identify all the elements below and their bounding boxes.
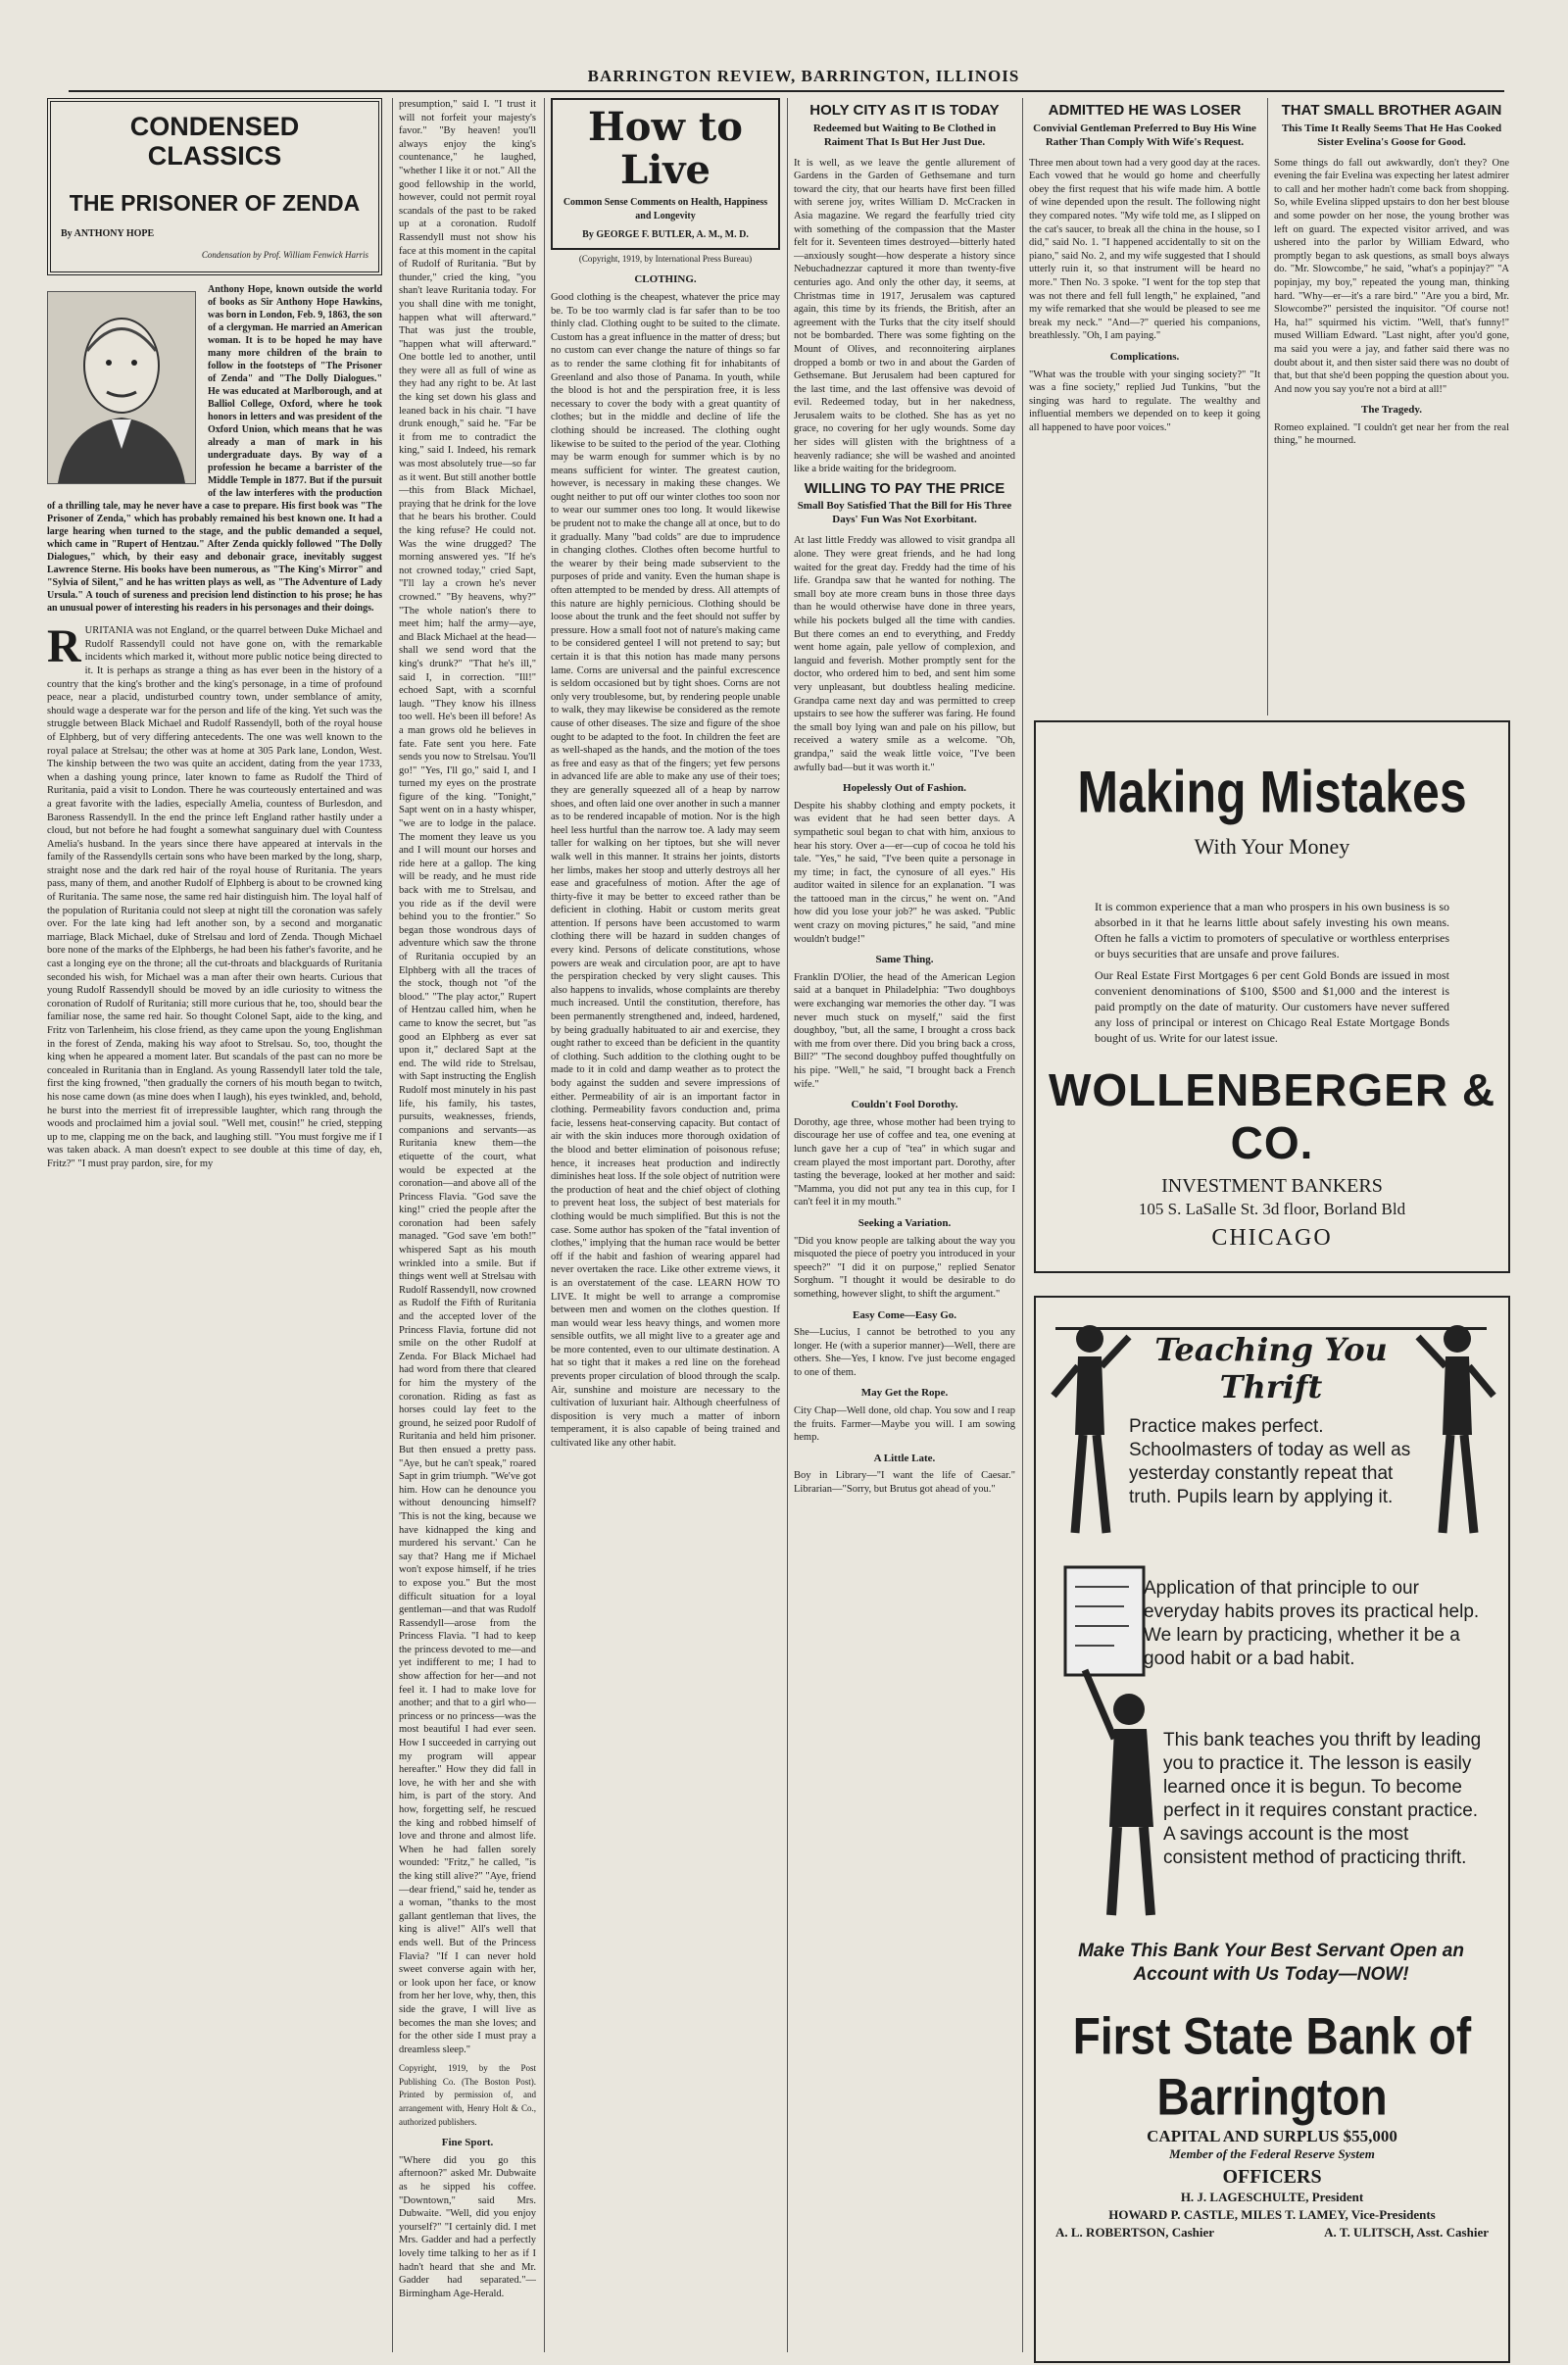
variation-body: "Did you know people are talking about the way you misquoted the piece of poetry you introduced in your speech?" "I did it on purpose," replied Senator Sorghum. "I thought it would be desirable to do something, however slight, to shift the argument." bbox=[794, 1235, 1015, 1300]
complications-title: Complications. bbox=[1109, 350, 1180, 363]
willing-body: At last little Freddy was allowed to visit grandpa all alone. They were great friends, and he had long waited for the great day. Freddy had the time of his life. Grandpa saw that he wanted for nothing. The small boy ate more cream buns in those three days than he would otherwise have done in three years, while his pockets bulged all the time with candies. But there comes an end to everything, and Freddy went home again, pale yellow of complexion, and languid and feverish. Mother promptly sent for the doctor, who ordered him to bed, and sent him some very unpleasant, but doubtless healing medicine. Grandpa came next day and was permitted to creep upstairs to see how the sufferer was faring. He found the small boy lying wan and pale on his pillow, but received a watery smile as a welcome. "Oh, grandpa," said the weak little voice, "I've been awfully bad—but it was worth it." bbox=[794, 535, 1015, 773]
ad-making-p2: Our Real Estate First Mortgages 6 per cent Gold Bonds are issued in most convenient denominations of $100, $500 and $1,000 and the interest is paid promptly on the date of maturity. Our customers have never suffered any loss of principal or interest on Chicago Real Estate Mortgage Bonds bought of us. Write for our latest issue. bbox=[1095, 968, 1449, 1045]
bank-member: Member of the Federal Reserve System bbox=[1169, 2146, 1375, 2161]
masthead: BARRINGTON REVIEW, BARRINGTON, ILLINOIS bbox=[587, 67, 1020, 85]
how-to-subtitle: Common Sense Comments on Health, Happiness and Longevity bbox=[563, 197, 768, 222]
story-text: URITANIA was not England, or the quarrel between Duke Michael and Rudolf Rassendyll could not have gone on, with the remarkable incidents which marked it, without more public notice being directed to it. It is perhaps as strange a thing as has ever been in the history of a country that the king's brother and the king's personage, in a time of profound peace, near a placid, undisturbed country town, under semblance of amity, should wage a desperate war for the person and life of the king. Yet such was the struggle between Black Michael and Rudolf Rassendyll, both of the royal house of Elphberg, but of very differing antecedents. The one was well known to the royal palace at Strelsau; the other was at home at 305 Park lane, London, West. The kinship between the two was quite an accident, dating from the year 1733, when a dashing young prince, later known to fame as Rudolf the Third of Ruritania, paid a visit to London. There he was courteously entertained and was a great favorite with the ladies, especially Amelia, countess of Burlesdon, and Baroness Rassendyll. In the end the prince left England rather hastily under a cloud, but not before he had fought a somewhat sanguinary duel with Countess Amelia's husband. In the years since there have appeared at intervals in the family of the Rassendylls certain sons who have been marked by the long, sharp, straight nose and the dark red hair of the royal house of Ruritania. The years pass, many of them, and another Rudolf of Elphberg is about to be crowned king of Ruritania. The same nose, the same red hair distinguish him. The loyal half of the population of Ruritania could not sleep at night till the coronation was safely over. For the late king had left another son, by a second and morganatic marriage, Black Michael, duke of Strelsau and lord of Zenda. Though Michael bore none of the marks of the Elphbergs, he had been his father's favorite, and he cast a longing eye on the throne; all the cut-throats and blackguards of Ruritania seconded his wish, for Michael was a man after their own hearts. Curious that young Rudolf Rassendyll should be moved by an idle curiosity to witness the coronation of Rudolf of Ruritania; still more curious that he, too, should bear the familiar nose, the same red hair. So thought Colonel Sapt, aide to the king, and Fritz von Tarlenheim, his close friend, as they came upon the young Englishman in the forest of Zenda, making his way afoot to Strelsau. So, too, thought the king when he appeared a moment later. But scandals of the past can no more be concealed in Ruritania than in England. As young Rassendyll later told the tale, first the king frowned, "then gradually the corners of his mouth began to twitch, his nose came down (as mine does when I laugh), his eyes twinkled, and, behold, he burst into the merriest fit of irrepressible laughter, which rang through the woods and proclaimed him a jovial soul. "Well met, cousin!" he cried, stepping up to me, clapping me on the back, and laughing still. "You must forgive me if I was taken aback. A man doesn't expect to see double at this time of day, eh, Fritz?" "I must pray pardon, sire, for my bbox=[47, 625, 382, 1169]
easy-come-title: Easy Come—Easy Go. bbox=[852, 1308, 957, 1321]
masthead-rule bbox=[69, 90, 1504, 92]
fine-sport-title: Fine Sport. bbox=[441, 2137, 494, 2149]
fashion-title: Hopelessly Out of Fashion. bbox=[843, 782, 966, 795]
holy-city-headline: HOLY CITY AS IT IS TODAY bbox=[809, 102, 1000, 119]
tragedy-body: Romeo explained. "I couldn't get near her from the real thing," he mourned. bbox=[1274, 421, 1509, 447]
column-rule bbox=[544, 98, 545, 2352]
story-body bbox=[47, 620, 382, 1170]
how-to-byline: By GEORGE F. BUTLER, A. M., M. D. bbox=[582, 229, 749, 241]
ad-first-state-bank bbox=[1034, 1296, 1510, 2363]
live-title: Live bbox=[619, 147, 710, 193]
officer-president: H. J. LAGESCHULTE, President bbox=[1180, 2190, 1364, 2204]
officer-asst-cashier: A. T. ULITSCH, Asst. Cashier bbox=[1324, 2225, 1489, 2240]
ad-making-subtitle: With Your Money bbox=[1194, 834, 1350, 859]
ad-wollenberger-address: 105 S. LaSalle St. 3d floor, Borland Bld bbox=[1138, 1200, 1406, 1218]
author-bio bbox=[47, 283, 382, 615]
fashion-body: Despite his shabby clothing and empty pockets, it was evident that he had seen better days. A sympathetic soul began to chat with him, anxious to hear his story. Over a—er—cup of cocoa he told his tale. "Yes," he said, "I've been quite a personage in my time; in fact, the cynosure of all eyes." His auditor waited in silence for an explanation. "I was the tattooed man in the circus," he went on. "And how did you lose your job?" he was asked. "Public went crazy on moving pictures," he said, "and mine wouldn't budge!" bbox=[794, 800, 1015, 945]
dorothy-title: Couldn't Fool Dorothy. bbox=[851, 1099, 958, 1111]
willing-subhead: Small Boy Satisfied That the Bill for His Three Days' Fun Was Not Exorbitant. bbox=[797, 500, 1012, 526]
rope-body: City Chap—Well done, old chap. You sow and I reap the fruits. Farmer—Maybe you will. I am sowing hemp. bbox=[794, 1405, 1015, 1444]
rope-title: May Get the Rope. bbox=[860, 1387, 949, 1400]
column-how-to-live bbox=[551, 98, 780, 2352]
fine-sport-text: "Where did you go this afternoon?" asked Mr. Dubwaite as he sipped his coffee. "Downtown," said Mrs. Dubwaite. "Well, did you enjoy yourself?" "I certainly did. I met Mrs. Gadder and had a perfectly lovely time talking to her as if I hadn't heard that she and Mr. Gadder had separated."—Birmingham Age-Herald. bbox=[399, 2154, 536, 2299]
column-rule bbox=[1022, 98, 1023, 2352]
ad-teaching-p3: This bank teaches you thrift by leading you to practice it. The lesson is easily learned once it is begun. To become perfect in it requires constant practice. A savings account is the most consistent method of practicing thrift. bbox=[1163, 1730, 1482, 1868]
holy-city-body: It is well, as we leave the gentle allurement of Gardens in the Garden of Gethsemane and turn toward the city, that our hearts have first been filled with serene joy, writes William D. McCracken in Asia magazine. We regard the fearfully tried city with something of the compassion that the Master felt for it. Seventeen times destroyed—bitterly hated—anxiously sought—how desperate a history since Nebuchadnezzar captured it more than twenty-five centuries ago. And only the other day, it seems, at Christmas time in 1917, Jerusalem was captured again, this time by its friends, the British, after an agreement with the Turks that the city itself should not be bombarded. There was some fighting on the Mount of Olives, and reconnoitering airplanes dropped a bomb or two in and about the Garden of Gethsemane. But Jerusalem had been captured for the last time, and the last offensive was devoid of evil. Redeemed today, but in her nakedness, Jerusalem waits to be clothed. She has as yet no grace, no covering for her ugly wounds. Some day her sides will glisten with the brightness of a heavenly radiance; she will be washed and anointed like a bride waiting for the bridegroom. bbox=[794, 157, 1015, 475]
ad-wollenberger-type: INVESTMENT BANKERS bbox=[1161, 1175, 1383, 1197]
byline: By ANTHONY HOPE bbox=[61, 228, 155, 239]
same-thing-title: Same Thing. bbox=[875, 954, 934, 966]
little-late-title: A Little Late. bbox=[873, 1452, 936, 1464]
brother-subhead: This Time It Really Seems That He Has Cooked Sister Evelina's Goose for Good. bbox=[1281, 122, 1502, 148]
how-to-body: Good clothing is the cheapest, whatever the price may be. To be too warmly clad is far safer than to be too thinly clad. Clothing ought to be suited to the climate. Custom has a great influence in the matter of dress; but no custom can ever change the nature of things so far as to render the same clothing fit for inhabitants of Greenland and also those of Panama. In youth, while the blood is hot and the perspiration free, it is less necessary to cover the body with a great quantity of clothes; but in the middle and decline of life the clothing should be increased. The clothing ought likewise to be suited to the period of the year. Clothing may be warm enough for summer which is by no means sufficient for winter. The greatest caution, however, is necessary in making these changes. We ought neither to put off our winter clothes too soon nor to wear our summer ones too long. It would likewise be prudent not to make the change all at once, but to do it gradually. Many "bad colds" are due to imprudence in changing clothes. Clothes often become hurtful to the wearer by their being made subservient to the purposes of pride and vanity. Even the human shape is often attempted to be mended by dress. All attempts of this nature are highly pernicious. Clothing should be loose about the trunk and the feet should not suffer by pressure. How a small foot not of nature's making came to be considered genteel I will not pretend to say; but certain it is that this notion has made many persons lame. Corns are universal and the painful excrescence is seldom occasioned but by tight shoes. Corns are not only very troublesome, but, by rendering people unable to walk, they may likewise be considered as the remote cause of other diseases. The size and figure of the shoe ought to be adapted to the foot. In children the feet are as well-shaped as the hands, and the motion of the toes as free and easy as that of the fingers; yet few persons in advanced life are able to make any use of their toes; they are generally squeezed all of a heap by narrow shoes, and often laid one over another in such a manner as to be rendered incapable of motion. Nor is the high heel less hurtful than the narrow toe. A lady may seem taller for walking on her tiptoes, but she will never walk well in this manner. It strains her joints, distorts her limbs, makes her stoop and utterly destroys all her ease and gracefulness of motion. After the age of thirty-five it may be better to exceed rather than be deficient in clothing. Habit or custom merits great attention. If persons have been accustomed to warm clothing there will be hazard in sudden changes of every kind. Persons of delicate constitutions, whose powers are weak and circulation poor, are apt to have the perspiration checked by very slight causes. This also happens to invalids, whose complaints are thereby much increased. Until the constitution, therefore, has been permanently strengthened and, indeed, hardened, by being gradually habituated to air and exercise, they ought rather to exceed than be deficient in the quantity of clothing. Such addition to the clothing ought to be made to it in cold and damp weather as to protect the body against the sudden and severe impressions of either. Permeability of air is an important factor in clothing. Permeability favors conduction and, prima facie, lessens heat-conserving capacity. But contact of air with the skin induces more thorough oxidation of the blood and better elimination of poisonous refuse; hence, it increases heat production and indirectly diminishes heat loss. If the sole object of nutrition were the production of heat and the chief object of clothing to prevent heat loss, the subject of best materials for clothing would be much simplified. But this is not the case. Some author has spoken of the "fatal invention of clothes," implying that the human race would be better off if the habit and fashion of wearing apparel had never overtaken the race. Like other extreme views, it is an overstatement of the case. LEARN HOW TO LIVE. It might be well to arrange a compromise between men and women on the clothes question. If man would wear less heavy things, and women more sensible outfits, we all might live to a greater age and be more contented, even to our ultimate destination. A hat so tight that it makes a red line on the forehead prevents proper circulation of blood through the scalp. Air, sunshine and moisture are necessary to the cultivation of luxuriant hair. Although cheerfulness of disposition is very much a matter of inborn temperament, it is also capable of being trained and cultivated like any other habit. bbox=[551, 291, 780, 1450]
how-to-title: How to bbox=[588, 104, 743, 150]
dropcap: R bbox=[47, 620, 81, 673]
tragedy-title: The Tragedy. bbox=[1361, 404, 1422, 417]
author-portrait bbox=[47, 291, 196, 484]
easy-come-body: She—Lucius, I cannot be betrothed to you any longer. He (with a superior manner)—Well, there are others. She—Yes, I know. I've just become engaged to one of them. bbox=[794, 1327, 1015, 1378]
ad-wollenberger-name: WOLLENBERGER & CO. bbox=[1048, 1064, 1496, 1168]
ad-wollenberger-city: CHICAGO bbox=[1211, 1225, 1333, 1251]
ad-making-mistakes bbox=[1034, 720, 1510, 1273]
boy-figure-right-icon bbox=[1413, 1317, 1501, 1543]
ad-teaching-title: Teaching You Thrift bbox=[1154, 1331, 1388, 1405]
brother-body: Some things do fall out awkwardly, don't they? One evening the fair Evelina was expecting her latest admirer to call and her mother hadn't come back from shopping. So, while Evelina slipped upstairs to don her best blouse and some powder on her nose, the young brother was left on guard. The expected visitor arrived, and was ushered into the parlor by William Edward, who promptly began to ask questions, as small boys always do. "Mr. Slowcombe," he said, "what's a popinjay?" "A popinjay, my boy," repeated the young man, thinking hard. "Why—er—it's a rare bird." "Are you a bird, Mr. Slowcombe?" persisted the inquisitor. "Of course not! Ha, ha!" squirmed his victim. "Well, that's funny!" mused William Edward. "Last night, after you'd gone, ma said you were a jay, and father said there was no doubt about it, and then sister said there was no doubt of that, but that she'd been popping the question about you. And now you say you're not a bird at all!" bbox=[1274, 157, 1509, 395]
ad-teaching-p2: Application of that principle to our everyday habits proves its practical help. We learn by practicing, whether it be a good habit or a bad habit. bbox=[1144, 1578, 1480, 1669]
column-admitted-loser bbox=[1029, 98, 1260, 706]
ad-making-title: Making Mistakes bbox=[1077, 759, 1467, 825]
condensation-credit: Condensation by Prof. William Fenwick Harris bbox=[201, 249, 368, 260]
ad-slogan: Make This Bank Your Best Servant Open an Account with Us Today—NOW! bbox=[1078, 1941, 1464, 1985]
brother-headline: THAT SMALL BROTHER AGAIN bbox=[1281, 102, 1502, 119]
admitted-subhead: Convivial Gentleman Preferred to Buy His Wine Rather Than Comply With Wife's Request. bbox=[1033, 122, 1256, 148]
dorothy-body: Dorothy, age three, whose mother had been trying to discourage her use of coffee and tea, one evening at lunch gave her a cup of "tea" in which sugar and cream played the most important part. Dorothy, after tasting the beverage, looked at her mother and said: "Mamma, you did not put any tea in this cup, for I can't feel it in my mouth." bbox=[794, 1116, 1015, 1208]
column-rule bbox=[787, 98, 788, 2352]
box-title: CONDENSED CLASSICS bbox=[129, 112, 300, 171]
variation-title: Seeking a Variation. bbox=[858, 1216, 952, 1229]
column-zenda-continued bbox=[399, 98, 536, 2352]
little-late-body: Boy in Library—"I want the life of Caesar." Librarian—"Sorry, but Brutus got ahead of you." bbox=[794, 1470, 1015, 1496]
topic-heading: CLOTHING. bbox=[634, 273, 697, 286]
column-miscellany bbox=[794, 98, 1015, 2352]
story-title: THE PRISONER OF ZENDA bbox=[69, 190, 361, 216]
condensed-classics-box bbox=[47, 98, 382, 275]
bank-capital: CAPITAL AND SURPLUS $55,000 bbox=[1147, 2127, 1397, 2145]
ad-teaching-p1: Practice makes perfect. Schoolmasters of today as well as yesterday constantly repeat that truth. Pupils learn by applying it. bbox=[1129, 1416, 1411, 1507]
boy-figure-left-icon bbox=[1046, 1317, 1134, 1543]
complications-body: "What was the trouble with your singing society?" "It was a fine society," replied Jud Tunkins, "but the singing was hard to regulate. The wealthy and influential members we depended on to keep it going all happened to have poor voices." bbox=[1029, 369, 1260, 433]
copyright-note: Copyright, 1919, by the Post Publishing Co. (The Boston Post). Printed by permission of, and arrangement with, Henry Holt & Co., authorized publishers. bbox=[399, 2063, 536, 2127]
column-rule bbox=[392, 98, 393, 2352]
same-thing-body: Franklin D'Olier, the head of the American Legion said at a banquet in Philadelphia: "Two doughboys were exchanging war memories the other day. "I was never much stuck on myself," said the first doughboy, "but, all the same, I brought a cross back with me from over there. Did you bring back a cross, Bill?" "The second doughboy puffed thoughtfully on his pipe. "Well," he said, "I brought back a French wife." bbox=[794, 971, 1015, 1090]
bank-officers-heading: OFFICERS bbox=[1222, 2166, 1322, 2188]
bank-name: First State Bank of Barrington bbox=[1072, 2006, 1472, 2126]
how-to-live-box bbox=[551, 98, 780, 250]
officer-cashiers bbox=[1036, 2224, 1508, 2242]
admitted-body: Three men about town had a very good day at the races. Each vowed that he would go home and cheerfully obey the first request that his wife made him. A bottle of wine depended upon the result. The following night they compared notes. "My wife told me, as I slipped on the cat's saucer, to break all the china in the house, so I did," said No. 1. "I happened accidentally to sit on the piano," said No. 2, and my wife suggested that I should utterly ruin it, so that instrument will be heard no more." Then No. 3 spoke. "I went for the top step that was not there and fell full length," he explained, "and my wife remarked that she would be pleased to see me break my neck." "And—?" queried his companions, breathlessly. "Oh, I am paying." bbox=[1029, 157, 1260, 342]
officer-vice-presidents: HOWARD P. CASTLE, MILES T. LAMEY, Vice-Presidents bbox=[1108, 2207, 1436, 2222]
holy-city-subhead: Redeemed but Waiting to Be Clothed in Raiment That Is But Her Just Due. bbox=[812, 122, 997, 148]
column-rule bbox=[1267, 98, 1268, 715]
column-condensed-classics bbox=[47, 98, 382, 2352]
admitted-headline: ADMITTED HE WAS LOSER bbox=[1048, 102, 1242, 119]
officer-cashier: A. L. ROBERTSON, Cashier bbox=[1055, 2225, 1215, 2240]
how-to-copyright: (Copyright, 1919, by International Press Bureau) bbox=[578, 253, 753, 264]
willing-headline: WILLING TO PAY THE PRICE bbox=[804, 479, 1005, 497]
story-continued: presumption," said I. "I trust it will not forfeit your majesty's favor." "By heaven! you'll always enjoy the king's countenance," he laughed, "whether I like it or not." All the good fellowship in the world, however, could not permit royal scandals of the past to be raked up at a coronation. Rudolf Rassendyll must not show his face at this moment in the capital of Rudolf of Ruritania. "But by thunder," cried the king, "you shan't leave Ruritania today. For you shall dine with me tonight, happen what will afterward." That was just the trouble, "happen what will afterward." One bottle led to another, until they were all as full of wine as they had any right to be. At last the king set down his glass and leaned back in his chair. "I have drunk enough," said he. "Far be it from me to contradict the king," said I. Indeed, his remark was most absolutely true—so far as it went. But still another bottle—this from Black Michael, praying that he drink for the love that he bears his brother. Could the king refuse? He could not. Was the wine drugged? The morning answered yes. "If he's not crowned today," cried Sapt, "I'll lay a crown he's never crowned." "By heavens, why?" "The whole nation's there to meet him; half the army—aye, and Black Michael at the head—shall we send word that the king's drunk?" "That he's ill," said I, in correction. "Ill!" echoed Sapt, with a scornful laugh. "They know his illness too well. He's been ill before! As a man grows old he believes in fate. Fate sent you here. Fate sends you now to Strelsau. You'll go!" "Yes, I'll go," said I, and I turned my eyes on the prostrate figure of the king. "Tonight," Sapt went on in a hasty whisper, "we are to lodge in the palace. The moment they leave us you and I will mount our horses and ride here at a gallop. The king will be ready, and he must ride back with me to Strelsau, and you ride as if the devil were behind you to the frontier." So began those wondrous days of adventure which saw the throne of Ruritania occupied by an Elphberg with all the traces of the stock, though not "of the blood." "The play actor," Rupert of Hentzau called him, when he came to know the secret, but "as good an Elphberg as ever sat upon it," declared Sapt at the end. The wild ride to Strelsau, with Sapt instructing the English Rudolf most minutely in his past life, his family, his tastes, pursuits, weaknesses, friends, companions and servants—as Ruritania knew them—the etiquette of the court, what would be expected at the coronation—and above all of the Princess Flavia. "God save the king!" cried the people after the coronation had been safely managed. "God save 'em both!" whispered Sapt as his mouth wrinkled into a smile. But if things went well at Strelsau with Rudolf Rassendyll, now crowned as Rudolf the Fifth of Ruritania and the accepted lover of the Princess Flavia, fortune did not smile on the other Rudolf at Zenda. For Black Michael had had word from there that cleared for him the mystery of the coronation. Riding as fast as horses could lay feet to the ground, he seized poor Rudolf of Ruritania and held him prisoner. But then ensued a pretty pass. "Aye, but he can't speak," roared Sapt in grim triumph. "We've got him. How can he denounce you without denouncing himself? 'This is not the king, because we have kidnapped the king and murdered his servant.' Can he say that? Hang me if Michael won't expose himself, if he tries to expose you." But the most difficult situation for a loyal gentleman—and that was Rudolf Rassendyll—arose from the Princess Flavia. "I had to keep the princess devoted to me—and yet indifferent to me; I had to show affection for her—and not feel it. I had to make love for another; and that to a girl who—princess or no princess—was the most beautiful I had ever seen. How I succeeded in carrying out my program will appear hereafter." How they did fall in love, he with her and she with him, is part of the story. And how, forgetting self, he rescued the king and robbed himself of love and throne and almost life. When he had fallen sorely wounded: "Fritz," he called, "is the king still alive?" "Aye, friend—dear friend," said he, tender as a woman, "thanks to the most gallant gentleman that lives, the king is alive!" All's well that ends well. But of the Princess Flavia? "If I can never hold sweet converse again with her, or look upon her face, or know from her her love, why, then, this side the grave, I will live as becomes the man she loves; and for the other side I must pray a dreamless sleep." bbox=[399, 99, 536, 2055]
bio-text: Anthony Hope, known outside the world of books as Sir Anthony Hope Hawkins, was born in London, Feb. 9, 1863, the son of a clergyman. He married an American woman. It is to be hoped he may have many more children of the brain to follow in the footsteps of "The Prisoner of Zenda" and "The Dolly Dialogues." He was educated at Marlborough, and at Balliol College, Oxford, where he took honors in letters and was president of the Oxford Union, which means that he was already a man of mark in his undergraduate days. By way of a profession he became a barrister of the Middle Temple in 1877. But if the pursuit of the law interferes with the production of a thrilling tale, may he never have a case to prepare. His first book was "The Prisoner of Zenda," which has probably remained his best known one. It had a large hearing when turned to the stage, and the public demanded a sequel, which came in "Rupert of Hentzau." After Zenda quickly followed "The Dolly Dialogues," which, by their easy and debonair grace, inevitably suggest Lawrence Sterne. His books have been numerous, as "The King's Mirror" and "Sylvia of Silent," and he has written plays as well, as "The Adventure of Lady Ursula." A touch of sureness and precision lend distinction to his prose; he has an unusual power of interesting his readers in his personages and their doings. bbox=[47, 284, 382, 615]
column-small-brother bbox=[1274, 98, 1509, 706]
ad-making-p1: It is common experience that a man who prospers in his own business is so absorbed in it that he learns little about safely investing his own means. Often he falls a victim to promoters of speculative or worthless enterprises or buys securities that are unsafe and prove failures. bbox=[1095, 900, 1449, 961]
bank-block bbox=[1036, 2006, 1508, 2242]
